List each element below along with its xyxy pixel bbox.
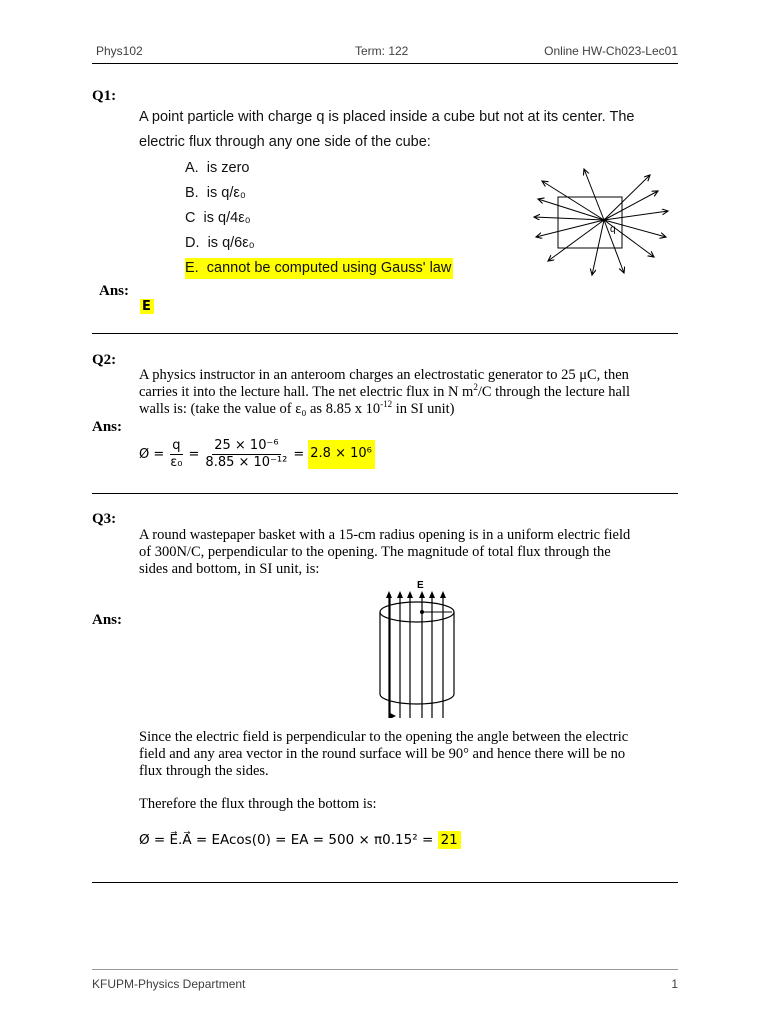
header-rule	[92, 63, 678, 64]
q2-label: Q2:	[92, 352, 117, 368]
q3-label: Q3:	[92, 511, 117, 527]
q1-option-b	[185, 185, 246, 201]
option-text: is q/ε₀	[206, 185, 246, 201]
q3-text-line1: A round wastepaper basket with a 15-cm radius opening is in a uniform electric field	[139, 527, 631, 543]
eq-equals-1: =	[188, 447, 200, 462]
footer-page-number: 1	[671, 977, 678, 991]
charge-label: q	[610, 224, 616, 235]
q1-option-c	[185, 210, 251, 226]
q2-equation	[139, 438, 375, 471]
option-letter: D.	[185, 235, 200, 251]
header-course: Phys102	[96, 44, 143, 58]
option-letter: E.	[185, 260, 199, 276]
eq-fraction-1	[168, 438, 184, 471]
q3-explain-line2: field and any area vector in the round surface will be 90° and hence there will be no	[139, 746, 626, 762]
q1-option-d	[185, 235, 255, 251]
option-text: is q/4ε₀	[203, 210, 251, 226]
option-letter: B.	[185, 185, 199, 201]
eq-frac2-den: 8.85 × 10⁻¹²	[205, 455, 288, 470]
q2-divider	[92, 493, 678, 494]
eq-frac1-den: ε₀	[170, 455, 183, 470]
q1-label: Q1:	[92, 88, 117, 104]
footer-department: KFUPM-Physics Department	[92, 977, 246, 991]
header-title: Online HW-Ch023-Lec01	[544, 44, 678, 58]
q1-answer: E	[140, 299, 154, 314]
q3-text-line2: of 300N/C, perpendicular to the opening. The magnitude of total flux through the	[139, 544, 611, 560]
charge-dot	[603, 219, 606, 222]
option-letter: C	[185, 210, 196, 226]
q3-result: 21	[438, 831, 461, 849]
q3-explain-line1: Since the electric field is perpendicular to the opening the angle between the electric	[139, 729, 629, 745]
q3-ans-label: Ans:	[92, 612, 123, 628]
eq-lhs: Ø =	[139, 447, 165, 462]
q3-text-line3: sides and bottom, in SI unit, is:	[139, 561, 320, 577]
q1-cube-figure	[530, 165, 680, 280]
q2-line3-post: in SI unit)	[392, 401, 455, 417]
q3-divider	[92, 882, 678, 883]
field-label: E	[417, 580, 424, 591]
field-line-set	[386, 591, 446, 718]
footer-rule	[92, 969, 678, 970]
option-text: is q/6ε₀	[207, 235, 255, 251]
q3-eq-main: Ø = E⃗.A⃗ = EAcos(0) = EA = 500 × π0.15² =	[139, 832, 434, 848]
eq-frac1-num: q	[172, 438, 181, 453]
q1-option-e	[185, 258, 453, 279]
flux-arrows	[534, 169, 668, 275]
q2-line3-sup: -12	[380, 399, 393, 410]
q2-line2-post: /C through the lecture hall	[477, 384, 631, 400]
q1-divider	[92, 333, 678, 334]
q2-result: 2.8 × 10⁶	[308, 440, 375, 469]
q3-basket-figure	[370, 576, 470, 718]
q1-ans-label: Ans:	[99, 283, 130, 299]
q2-ans-label: Ans:	[92, 419, 123, 435]
q1-text-line2: electric flux through any one side of the cube:	[139, 134, 431, 150]
header-term: Term: 122	[355, 44, 409, 58]
option-text: is zero	[206, 160, 250, 176]
q3-explain-line3: flux through the sides.	[139, 763, 269, 779]
q2-line2-sup: 2	[473, 382, 478, 393]
q1-option-a	[185, 160, 249, 176]
option-text: cannot be computed using Gauss' law	[206, 260, 452, 276]
q3-equation	[139, 832, 461, 848]
q2-line3-pre: walls is: (take the value of ε₀ as 8.85 x 10	[139, 401, 381, 417]
q2-line2-pre: carries it into the lecture hall. The net electric flux in N m	[139, 384, 474, 400]
eq-frac2-num: 25 × 10⁻⁶	[214, 438, 279, 453]
q1-text-line1: A point particle with charge q is placed inside a cube but not at its center. The	[139, 109, 635, 125]
eq-equals-2: =	[293, 447, 305, 462]
q2-text-line1: A physics instructor in an anteroom charges an electrostatic generator to 25 μC, then	[139, 367, 629, 383]
eq-fraction-2	[203, 438, 289, 471]
q3-explain-line4: Therefore the flux through the bottom is:	[139, 796, 377, 812]
option-letter: A.	[185, 160, 199, 176]
q2-text-line3	[139, 401, 455, 418]
